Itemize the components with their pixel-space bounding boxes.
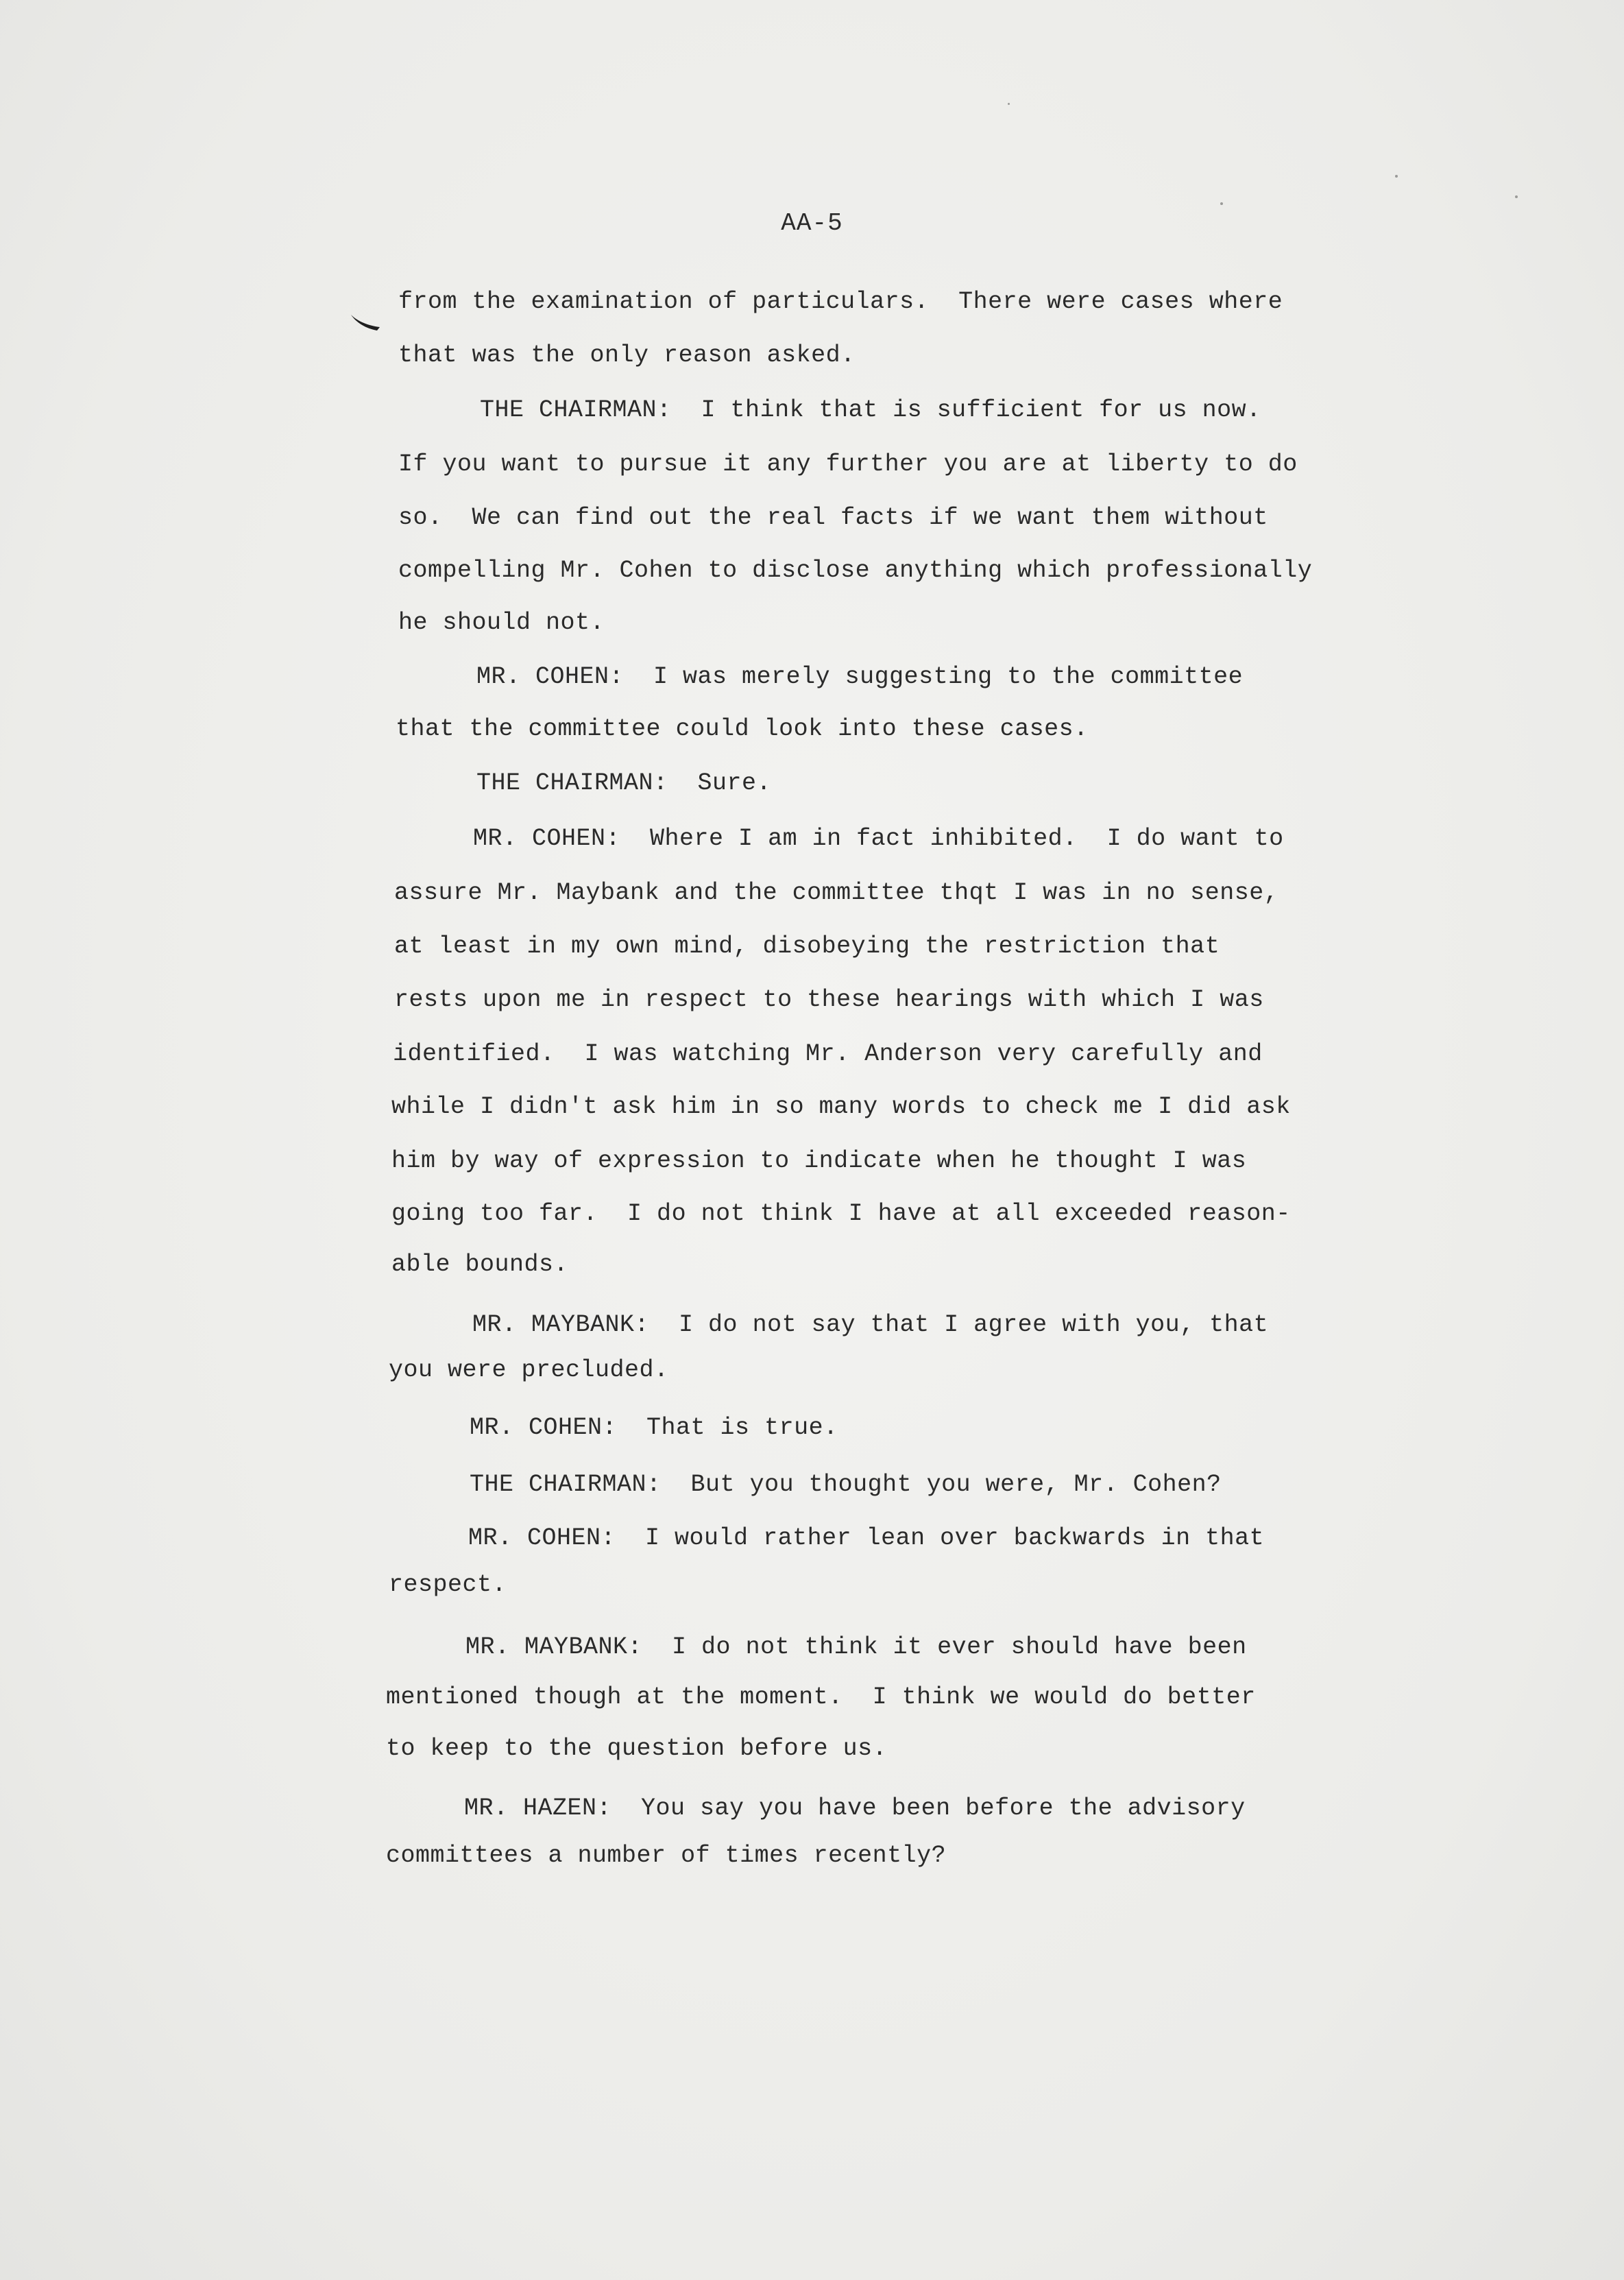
text-line: going too far. I do not think I have at all exceeded reason- bbox=[391, 1200, 1291, 1227]
text-line: able bounds. bbox=[391, 1251, 569, 1278]
text-line: committees a number of times recently? bbox=[386, 1842, 947, 1869]
text-line: to keep to the question before us. bbox=[386, 1735, 888, 1762]
text-line: while I didn't ask him in so many words to check me I did ask bbox=[391, 1093, 1291, 1120]
margin-check-mark bbox=[350, 312, 391, 333]
text-line: MR. COHEN: I would rather lean over backwards in that bbox=[468, 1524, 1265, 1552]
text-line: he should not. bbox=[398, 609, 605, 636]
text-line: MR. MAYBANK: I do not think it ever should have been bbox=[465, 1633, 1247, 1661]
text-line: identified. I was watching Mr. Anderson very carefully and bbox=[393, 1040, 1263, 1068]
text-line: that was the only reason asked. bbox=[398, 341, 856, 369]
text-line: mentioned though at the moment. I think we would do better bbox=[386, 1683, 1256, 1711]
paper-speck bbox=[1008, 103, 1010, 105]
paper-speck bbox=[1515, 195, 1518, 198]
text-line: that the committee could look into these cases. bbox=[396, 715, 1089, 743]
text-line: MR. COHEN: I was merely suggesting to the committee bbox=[476, 663, 1244, 691]
text-line: MR. COHEN: That is true. bbox=[470, 1414, 838, 1441]
text-line: compelling Mr. Cohen to disclose anything which professionally bbox=[398, 557, 1313, 584]
paper-speck bbox=[1395, 175, 1398, 178]
text-line: MR. HAZEN: You say you have been before the advisory bbox=[464, 1795, 1246, 1822]
text-line: him by way of expression to indicate when he thought I was bbox=[391, 1147, 1247, 1175]
text-line: THE CHAIRMAN: But you thought you were, Mr. Cohen? bbox=[470, 1471, 1222, 1498]
text-line: THE CHAIRMAN: Sure. bbox=[476, 769, 772, 797]
text-line: THE CHAIRMAN: I think that is sufficient for us now. bbox=[480, 396, 1261, 424]
text-line: rests upon me in respect to these hearings with which I was bbox=[394, 986, 1264, 1013]
text-line: MR. COHEN: Where I am in fact inhibited. I do want to bbox=[473, 825, 1284, 852]
text-line: assure Mr. Maybank and the committee thqt I was in no sense, bbox=[394, 879, 1279, 907]
page-number: AA-5 bbox=[781, 209, 843, 237]
text-line: respect. bbox=[389, 1571, 507, 1598]
paper-speck bbox=[1220, 202, 1223, 205]
text-line: from the examination of particulars. There were cases where bbox=[398, 288, 1283, 315]
text-line: MR. MAYBANK: I do not say that I agree with you, that bbox=[472, 1311, 1269, 1339]
text-line: so. We can find out the real facts if we want them without bbox=[398, 504, 1268, 531]
text-line: If you want to pursue it any further you are at liberty to do bbox=[398, 451, 1298, 478]
text-line: you were precluded. bbox=[389, 1356, 669, 1384]
text-line: at least in my own mind, disobeying the restriction that bbox=[394, 933, 1220, 960]
